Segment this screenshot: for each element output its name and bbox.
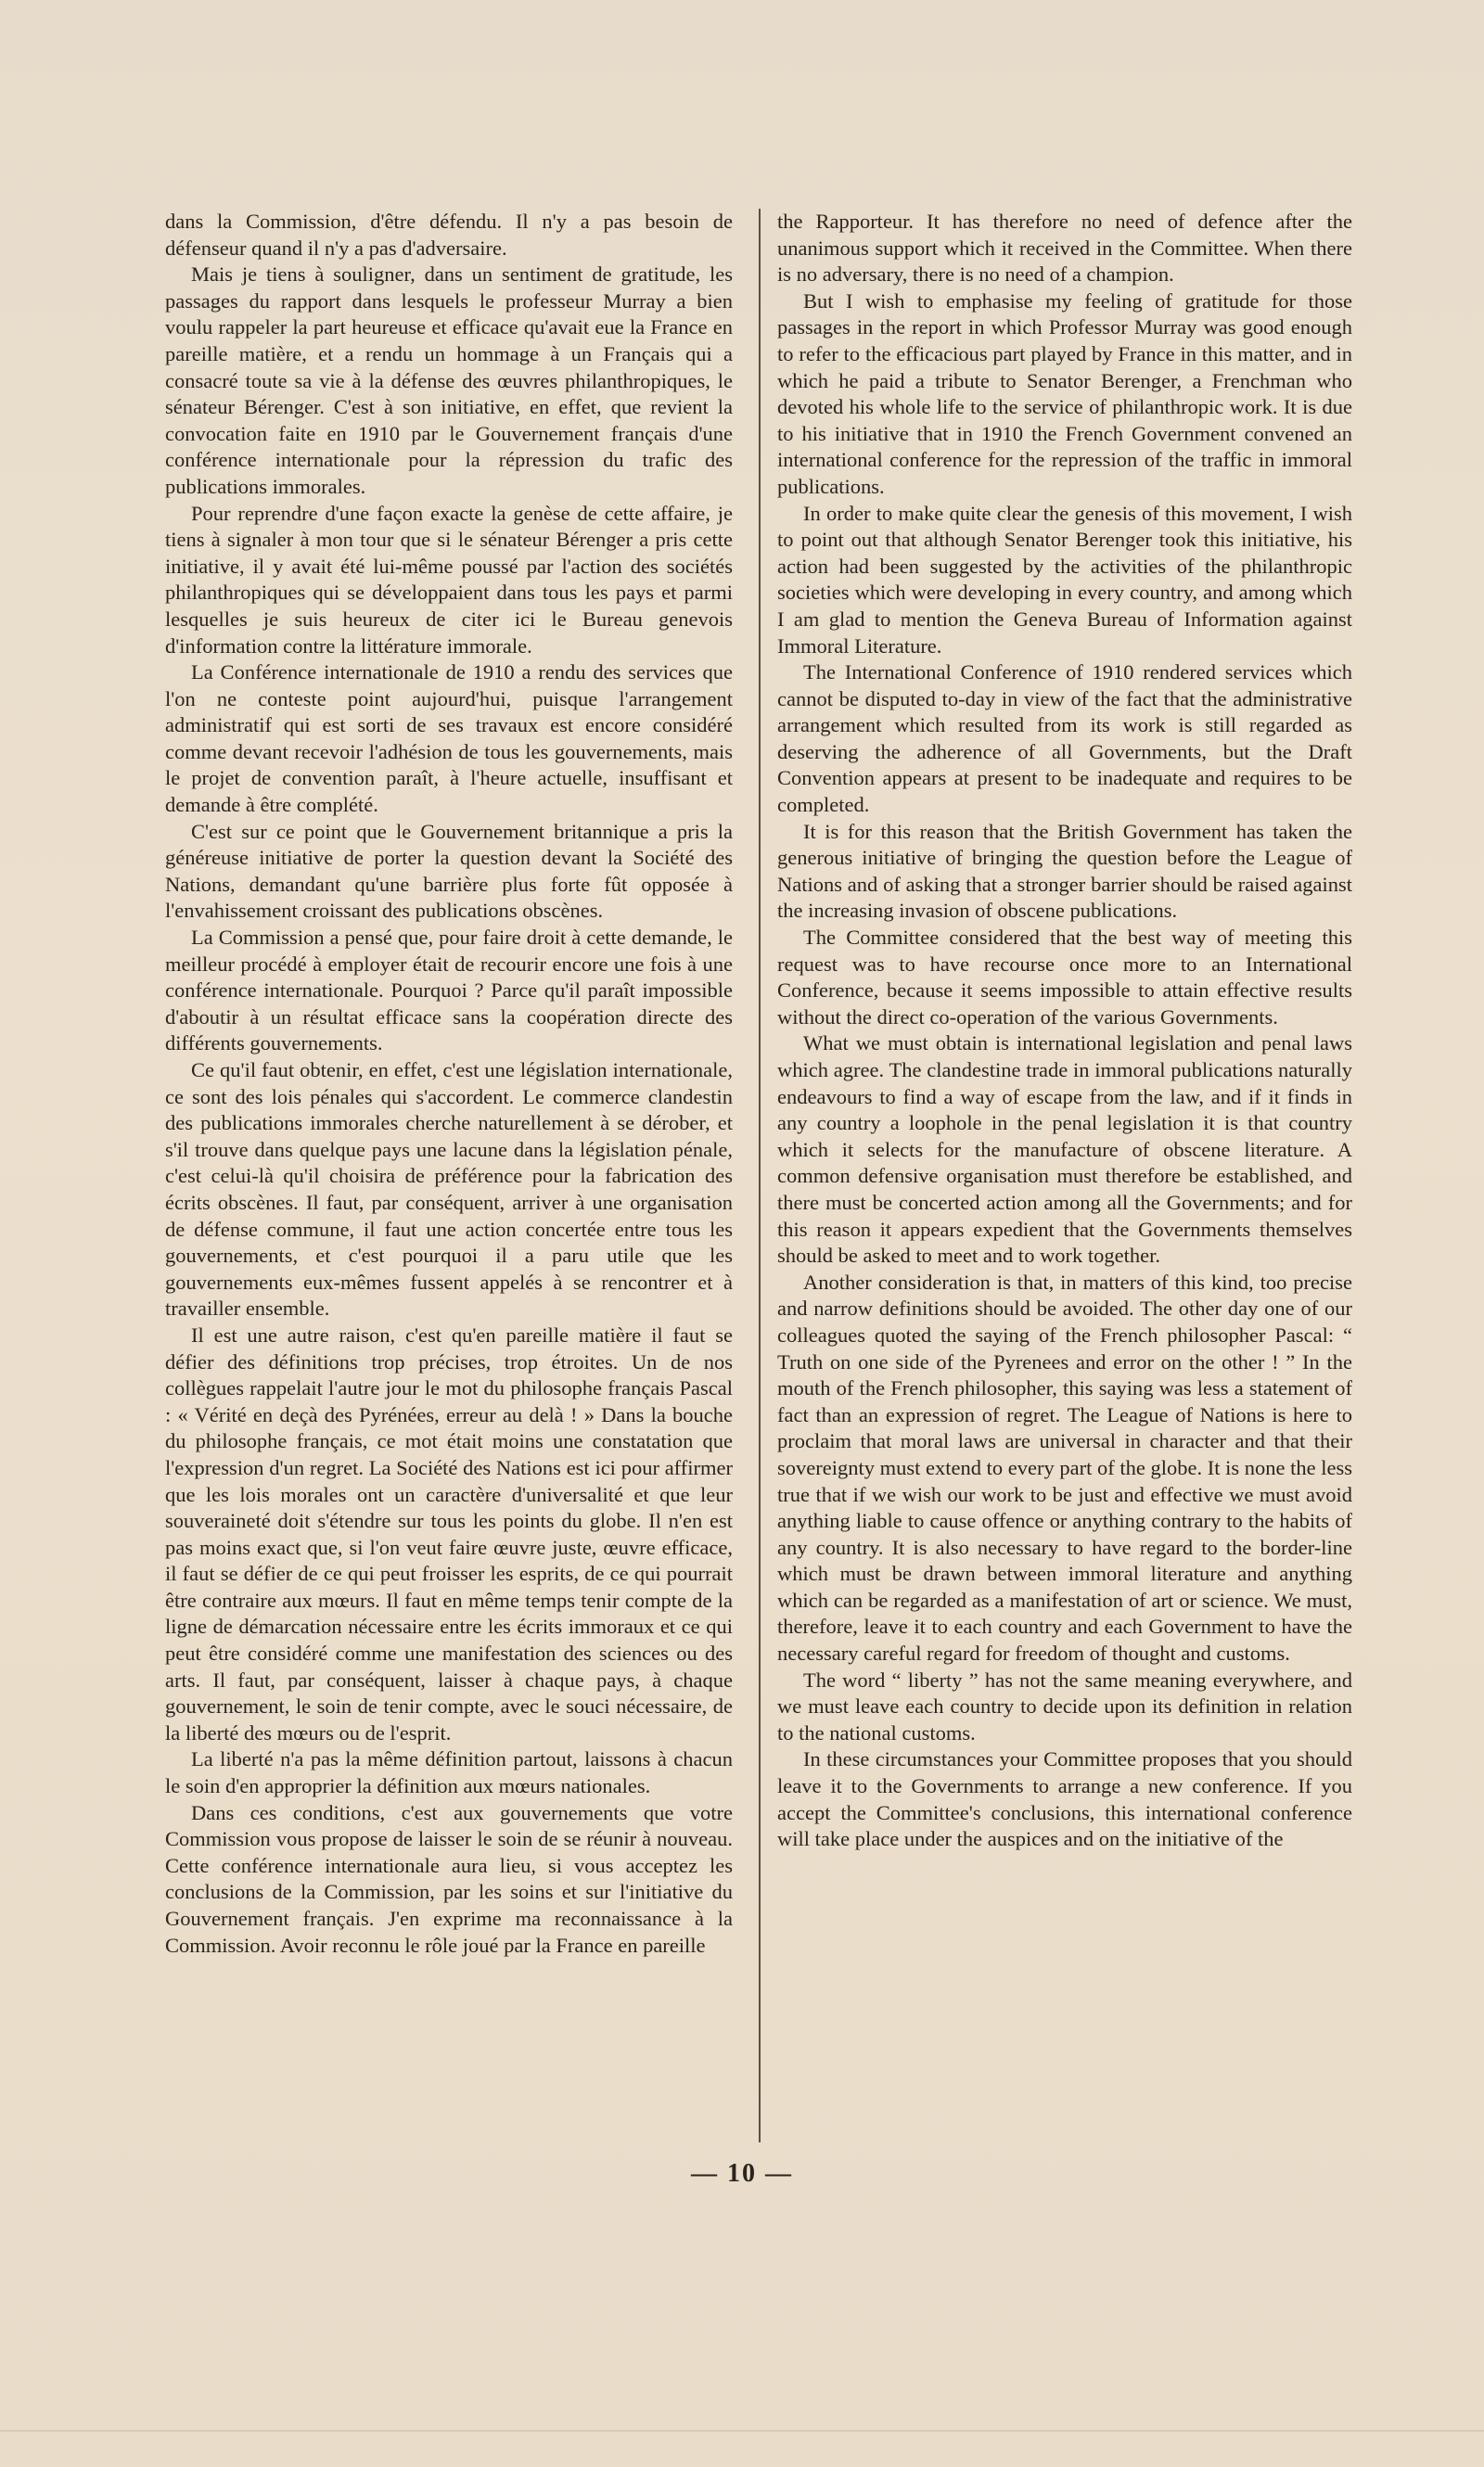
french-paragraph: Ce qu'il faut obtenir, en effet, c'est une législation internationale, ce sont des lois pénales qui s'accordent. Le commerce clandestin des publications immorales cherche naturellement à se dérober, et s'il trouve dans quelque pays une lacune dans la législation pénale, c'est celui-là qu'il choisira de préférence pour la fabrication des écrits obscènes. Il faut, par conséquent, arriver à une organisation de défense commune, il faut une action concertée entre tous les gouvernements, et c'est pourquoi il a paru utile que les gouvernements eux-mêmes fussent appelés à se rencontrer et à travailler ensemble. [165, 1058, 733, 1321]
french-paragraph: La Commission a pensé que, pour faire droit à cette demande, le meilleur procédé à employer était de recourir encore une fois à une conférence internationale. Pourquoi ? Parce qu'il paraît impossible d'aboutir à un résultat efficace sans la coopération directe des différents gouvernements. [165, 926, 733, 1055]
english-paragraph: But I wish to emphasise my feeling of gratitude for those passages in the report in which Professor Murray was good enough to refer to the efficacious part played by France in this matter, and in which he paid a tribute to Senator Berenger, a Frenchman who devoted his whole life to the service of philanthropic work. It is due to his initiative that in 1910 the French Government convened an international conference for the repression of the traffic in immoral publications. [777, 288, 1352, 498]
english-paragraph: Another consideration is that, in matters of this kind, too precise and narrow definitions should be avoided. The other day one of our colleagues quoted the saying of the French philosopher Pascal: “ Truth on one side of the Pyrenees and error on the other ! ” In the mouth of the French philosopher, this saying was less a statement of fact than an expression of regret. The League of Nations is here to proclaim that moral laws are universal in character and that their sovereignty must extend to every part of the globe. It is none the less true that if we wish our work to be just and effective we must avoid anything liable to cause offence or anything contrary to the habits of any country. It is also necessary to have regard to the border-line which must be drawn between immoral literature and anything which can be regarded as a manifestation of art or science. We must, therefore, leave it to each country and each Government to have the necessary careful regard for freedom of thought and customs. [777, 1270, 1352, 1666]
english-paragraph: In order to make quite clear the genesis of this movement, I wish to point out that although Senator Berenger took this initiative, his action had been suggested by the activities of the philanthropic societies which were developing in every country, and among which I am glad to mention the Geneva Bureau of Information against Immoral Literature. [777, 501, 1352, 658]
english-paragraph: In these circumstances your Committee proposes that you should leave it to the Governments to arrange a new conference. If you accept the Committee's conclusions, this international conference will take place under the auspices and on the initiative of the [777, 1747, 1352, 1851]
french-paragraph: Il est une autre raison, c'est qu'en pareille matière il faut se défier des définitions trop précises, trop étroites. Un de nos collègues rappelait l'autre jour le mot du philosophe français Pascal : « Vérité en deçà des Pyrénées, erreur au delà ! » Dans la bouche du philosophe français, ce mot était moins une constatation que l'expression d'un regret. La Société des Nations est ici pour affirmer que les lois morales ont un caractère d'universalité et que leur souveraineté doit s'étendre sur tous les points du globe. Il n'en est pas moins exact que, si l'on veut faire œuvre juste, œuvre efficace, il faut se défier de ce qui peut froisser les esprits, de ce qui pourrait être contraire aux mœurs. Il faut en même temps tenir compte de la ligne de démarcation nécessaire entre les écrits immoraux et ce qui peut être considéré comme une manifestation des sciences ou des arts. Il faut, par conséquent, laisser à chaque pays, à chaque gouvernement, le soin de tenir compte, avec le souci nécessaire, de la liberté des mœurs ou de l'esprit. [165, 1323, 733, 1745]
english-paragraph: The International Conference of 1910 rendered services which cannot be disputed to-day in view of the fact that the administrative arrangement which resulted from its work is still regarded as deserving the adherence of all Governments, but the Draft Convention appears at present to be inadequate and requires to be completed. [777, 660, 1352, 817]
english-paragraph: The word “ liberty ” has not the same meaning everywhere, and we must leave each country to decide upon its definition in relation to the national customs. [777, 1668, 1352, 1745]
paper-edge-divider [0, 2430, 1484, 2432]
french-paragraph: Dans ces conditions, c'est aux gouvernements que votre Commission vous propose de laisser le soin de se réunir à nouveau. Cette conférence internationale aura lieu, si vous acceptez les conclusions de la Commission, par les soins et sur l'initiative du Gouvernement français. J'en exprime ma reconnaissance à la Commission. Avoir reconnu le rôle joué par la France en pareille [165, 1800, 733, 1957]
french-paragraph: dans la Commission, d'être défendu. Il n'y a pas besoin de défenseur quand il n'y a pas d'adversaire. [165, 210, 733, 260]
french-column [165, 209, 733, 2142]
french-paragraph: C'est sur ce point que le Gouvernement britannique a pris la généreuse initiative de porter la question devant la Société des Nations, demandant qu'une barrière plus forte fût opposée à l'envahissement croissant des publications obscènes. [165, 819, 733, 923]
english-paragraph: The Committee considered that the best way of meeting this request was to have recourse once more to an International Conference, because it seems impossible to attain effective results without the direct co-operation of the various Governments. [777, 926, 1352, 1029]
english-paragraph: What we must obtain is international legislation and penal laws which agree. The clandestine trade in immoral publications naturally endeavours to find a way of escape from the law, and if it finds in any country a loophole in the penal legislation it is that country which it selects for the manufacture of obscene literature. A common defensive organisation must therefore be established, and there must be concerted action among all the Governments; and for this reason it appears expedient that the Governments themselves should be asked to meet and to work together. [777, 1031, 1352, 1268]
two-column-body [165, 209, 1352, 2142]
english-paragraph: the Rapporteur. It has therefore no need of defence after the unanimous support which it received in the Committee. When there is no adversary, there is no need of a champion. [777, 210, 1352, 287]
page-number: — 10 — [691, 2159, 793, 2188]
french-paragraph: Mais je tiens à souligner, dans un sentiment de gratitude, les passages du rapport dans lesquels le professeur Murray a bien voulu rappeler la part heureuse et efficace qu'avait eue la France en pareille matière, et a rendu un hommage à un Français qui a consacré toute sa vie à la défense des œuvres philanthropiques, le sénateur Bérenger. C'est à son initiative, en effet, que revient la convocation faite en 1910 par le Gouvernement français d'une conférence internationale pour la répression du trafic des publications immorales. [165, 262, 733, 498]
french-paragraph: La liberté n'a pas la même définition partout, laissons à chacun le soin d'en approprier la définition aux mœurs nationales. [165, 1747, 733, 1798]
french-paragraph: Pour reprendre d'une façon exacte la genèse de cette affaire, je tiens à signaler à mon tour que si le sénateur Bérenger a pris cette initiative, il y avait été lui-même poussé par l'action des sociétés philanthropiques qui se développaient dans tous les pays et parmi lesquelles je suis heureux de citer ici le Bureau genevois d'information contre la littérature immorale. [165, 501, 733, 658]
french-paragraph: La Conférence internationale de 1910 a rendu des services que l'on ne conteste point aujourd'hui, puisque l'arrangement administratif qui est sorti de ses travaux est encore considéré comme devant recevoir l'adhésion de tous les gouvernements, mais le projet de convention paraît, à l'heure actuelle, insuffisant et demande à être complété. [165, 660, 733, 817]
english-column [759, 209, 1352, 2142]
english-paragraph: It is for this reason that the British Government has taken the generous initiative of bringing the question before the League of Nations and of asking that a stronger barrier should be raised against the increasing invasion of obscene publications. [777, 819, 1352, 923]
